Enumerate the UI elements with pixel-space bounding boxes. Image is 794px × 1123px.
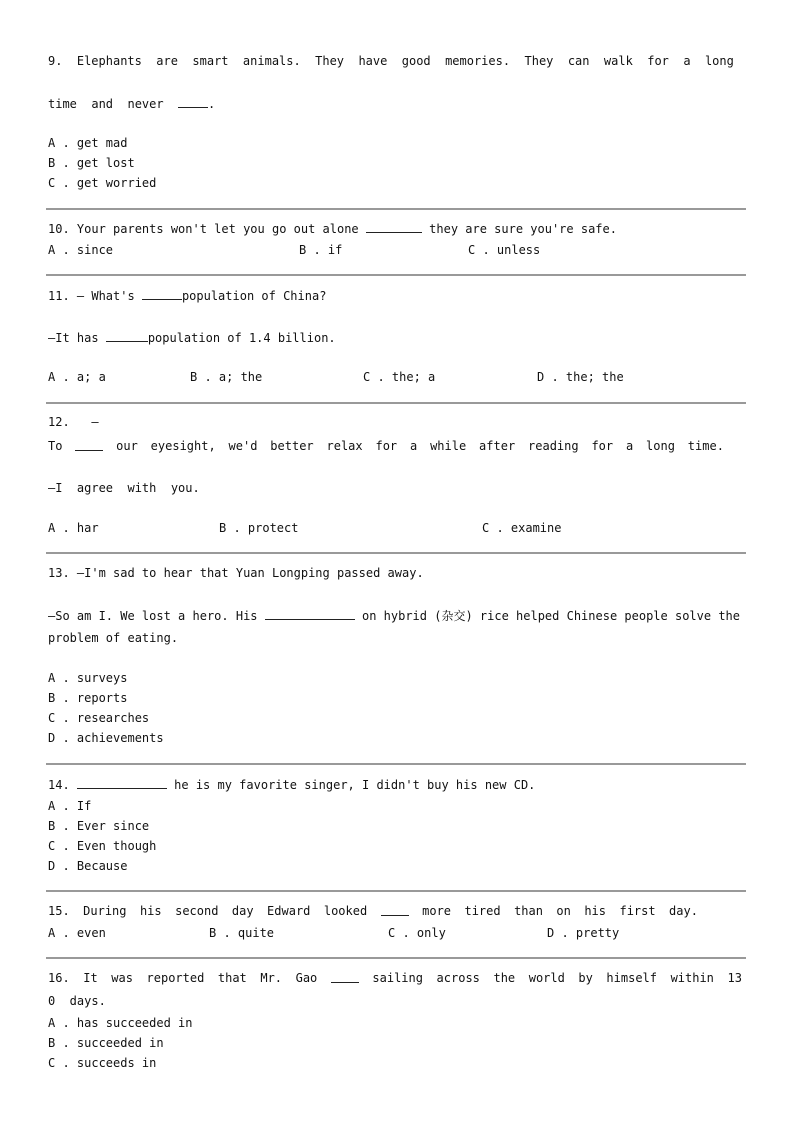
q15-word: more bbox=[422, 904, 452, 918]
divider bbox=[46, 402, 746, 404]
q13-option-a[interactable]: A . surveys bbox=[48, 671, 128, 685]
q12-word: while bbox=[430, 439, 467, 453]
q15-word: day. bbox=[669, 904, 698, 918]
q12-word: our bbox=[116, 439, 138, 453]
q14-option-a[interactable]: A . If bbox=[48, 799, 92, 813]
answer-blank[interactable] bbox=[75, 438, 103, 451]
q15-option-b[interactable]: B . quite bbox=[209, 926, 275, 940]
q15-word: During bbox=[83, 904, 127, 918]
q9-word: for bbox=[647, 54, 669, 68]
q10-option-b[interactable]: B . if bbox=[299, 243, 343, 257]
q12-option-c[interactable]: C . examine bbox=[482, 521, 562, 535]
q9-line-1 bbox=[48, 53, 734, 69]
q9-word: a bbox=[683, 54, 691, 68]
q11-line-1 bbox=[48, 287, 326, 304]
q9-text-before-blank: time and never bbox=[48, 97, 164, 111]
q16-word: Gao bbox=[295, 971, 318, 985]
q9-number: 9. bbox=[48, 54, 63, 68]
q14-option-d[interactable]: D . Because bbox=[48, 859, 128, 873]
q9-word: memories. bbox=[445, 54, 511, 68]
q16-word: Mr. bbox=[260, 971, 283, 985]
divider bbox=[46, 890, 746, 892]
q14-number: 14. bbox=[48, 778, 70, 792]
q16-word: reported bbox=[146, 971, 205, 985]
q9-word: walk bbox=[603, 54, 633, 68]
q15-option-d[interactable]: D . pretty bbox=[547, 926, 620, 940]
q11-option-a[interactable]: A . a; a bbox=[48, 370, 106, 384]
q16-word: 13 bbox=[727, 971, 742, 985]
q12-word: time. bbox=[687, 439, 724, 453]
q15-word: looked bbox=[323, 904, 368, 918]
q13-line-1: 13. —I'm sad to hear that Yuan Longping passed away. bbox=[48, 566, 424, 580]
q12-word: a bbox=[625, 439, 634, 453]
q15-word: Edward bbox=[267, 904, 311, 918]
q9-word: can bbox=[567, 54, 590, 68]
q16-number: 16. bbox=[48, 971, 70, 985]
answer-blank[interactable] bbox=[331, 970, 359, 983]
q9-word: They bbox=[315, 54, 345, 68]
q16-word: by bbox=[578, 971, 593, 985]
q12-option-a[interactable]: A . har bbox=[48, 521, 99, 535]
q16-word: that bbox=[217, 971, 247, 985]
q11-option-c[interactable]: C . the; a bbox=[363, 370, 436, 384]
q15-option-a[interactable]: A . even bbox=[48, 926, 106, 940]
q12-word: for bbox=[375, 439, 398, 453]
q15-option-c[interactable]: C . only bbox=[388, 926, 446, 940]
q14-option-c[interactable]: C . Even though bbox=[48, 839, 157, 853]
q14-stem bbox=[48, 776, 535, 793]
q9-word: good bbox=[401, 54, 431, 68]
q13-option-d[interactable]: D . achievements bbox=[48, 731, 164, 745]
q9-option-c[interactable]: C . get worried bbox=[48, 176, 157, 190]
q12-word: long bbox=[646, 439, 675, 453]
q11-text-after-blank: population of China? bbox=[181, 289, 327, 303]
q15-stem bbox=[48, 903, 698, 919]
q12-word: after bbox=[479, 439, 516, 453]
q12-option-b[interactable]: B . protect bbox=[219, 521, 299, 535]
answer-blank[interactable] bbox=[106, 329, 148, 342]
q16-word: world bbox=[528, 971, 565, 985]
q15-word: first bbox=[619, 904, 656, 918]
q9-option-b[interactable]: B . get lost bbox=[48, 156, 135, 170]
q16-stem bbox=[48, 970, 742, 986]
q16-option-b[interactable]: B . succeeded in bbox=[48, 1036, 164, 1050]
q13-text-after-blank: on hybrid (杂交) rice helped Chinese people solve the bbox=[361, 609, 740, 623]
divider bbox=[46, 552, 746, 554]
q15-word: on bbox=[556, 904, 571, 918]
q15-word: than bbox=[514, 904, 543, 918]
q9-word: are bbox=[156, 54, 178, 68]
q13-line-3: problem of eating. bbox=[48, 631, 179, 645]
q12-word: To bbox=[48, 439, 63, 453]
q11-option-b[interactable]: B . a; the bbox=[190, 370, 263, 384]
q15-word: tired bbox=[464, 904, 501, 918]
answer-blank[interactable] bbox=[77, 776, 167, 789]
divider bbox=[46, 274, 746, 276]
divider bbox=[46, 208, 746, 210]
q13-line-2 bbox=[48, 607, 740, 624]
answer-blank[interactable] bbox=[178, 95, 208, 108]
q13-option-c[interactable]: C . researches bbox=[48, 711, 150, 725]
q10-option-a[interactable]: A . since bbox=[48, 243, 114, 257]
q16-word: It bbox=[83, 971, 98, 985]
q10-text-after-blank: they are sure you're safe. bbox=[429, 222, 617, 236]
q11-line-2 bbox=[48, 329, 336, 346]
q15-word: second bbox=[175, 904, 219, 918]
q13-text-before-blank: —So am I. We lost a hero. His bbox=[48, 609, 258, 623]
q14-option-b[interactable]: B . Ever since bbox=[48, 819, 150, 833]
q12-word: a bbox=[410, 439, 418, 453]
q9-word: Elephants bbox=[76, 54, 142, 68]
q12-word: relax bbox=[326, 439, 363, 453]
q14-text-after-blank: he is my favorite singer, I didn't buy his new CD. bbox=[174, 778, 536, 792]
q10-text-before-blank: 10. Your parents won't let you go out alone bbox=[48, 222, 359, 236]
q9-word: long bbox=[704, 54, 734, 68]
q12-reply: —I agree with you. bbox=[48, 481, 200, 495]
q9-word: animals. bbox=[242, 54, 301, 68]
q16-option-c[interactable]: C . succeeds in bbox=[48, 1056, 157, 1070]
q15-number: 15. bbox=[48, 904, 70, 918]
answer-blank[interactable] bbox=[142, 287, 182, 300]
q9-line-2 bbox=[48, 95, 215, 112]
answer-blank[interactable] bbox=[381, 903, 409, 916]
q11-reply-before-blank: —It has bbox=[48, 331, 99, 345]
q12-word: for bbox=[591, 439, 614, 453]
q9-option-a[interactable]: A . get mad bbox=[48, 136, 128, 150]
q12-word: reading bbox=[528, 439, 579, 453]
q9-word: have bbox=[358, 54, 388, 68]
q10-option-c[interactable]: C . unless bbox=[468, 243, 541, 257]
q10-stem bbox=[48, 220, 617, 237]
q16-word: within bbox=[670, 971, 714, 985]
q12-number-line: 12. — bbox=[48, 415, 99, 429]
q15-word: day bbox=[231, 904, 254, 918]
q16-word: across bbox=[436, 971, 480, 985]
q12-line-2 bbox=[48, 438, 724, 454]
q9-word: smart bbox=[192, 54, 229, 68]
q13-option-b[interactable]: B . reports bbox=[48, 691, 128, 705]
q15-word: his bbox=[139, 904, 162, 918]
q11-option-d[interactable]: D . the; the bbox=[537, 370, 624, 384]
q12-word: we'd bbox=[228, 439, 258, 453]
divider bbox=[46, 763, 746, 765]
answer-blank[interactable] bbox=[366, 220, 422, 233]
q9-word: They bbox=[524, 54, 554, 68]
divider bbox=[46, 957, 746, 959]
answer-blank[interactable] bbox=[265, 607, 355, 620]
q16-line-2: 0 days. bbox=[48, 994, 106, 1008]
q16-word: the bbox=[493, 971, 516, 985]
q11-reply-after-blank: population of 1.4 billion. bbox=[147, 331, 336, 345]
q16-word: himself bbox=[606, 971, 657, 985]
q12-word: better bbox=[270, 439, 314, 453]
q16-option-a[interactable]: A . has succeeded in bbox=[48, 1016, 193, 1030]
q16-word: sailing bbox=[372, 971, 423, 985]
q16-word: was bbox=[111, 971, 133, 985]
q11-text-before-blank: 11. — What's bbox=[48, 289, 135, 303]
q15-word: his bbox=[584, 904, 607, 918]
q12-word: eyesight, bbox=[150, 439, 216, 453]
q9-text-after-blank: . bbox=[208, 97, 216, 111]
